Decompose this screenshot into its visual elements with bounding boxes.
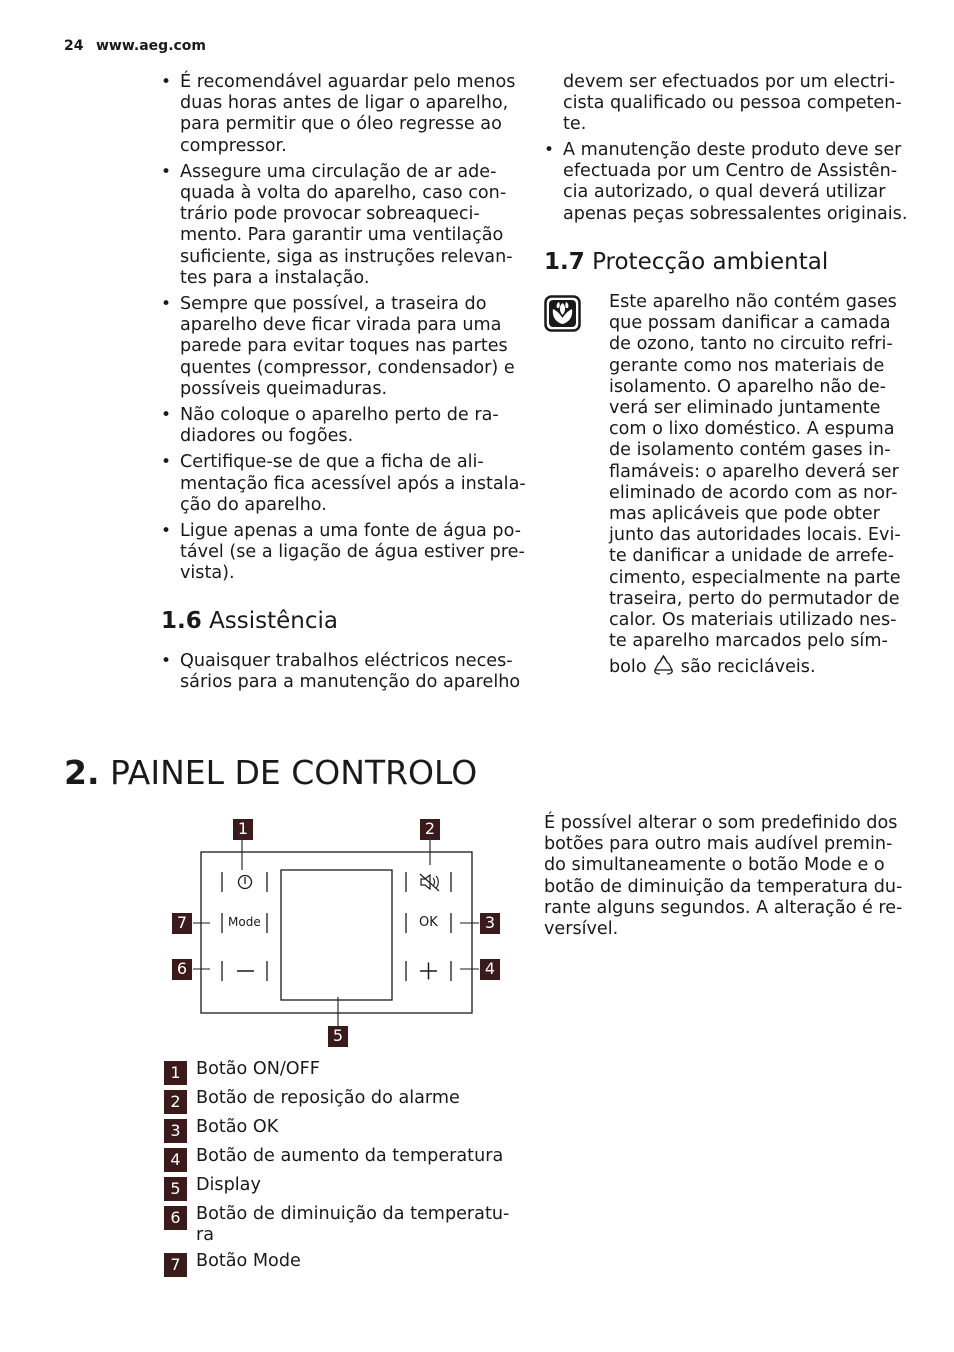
legend-label: Botão de reposição do alarme [196, 1088, 460, 1108]
list-item: • Assegure uma circulação de ar ade- quada à volta do aparelho, caso con- trário pode provocar sobreaqueci- mento. Para garantir uma ventilação suficiente, siga as instruções relevan- tes para a instalação. [161, 162, 531, 289]
legend-label: Botão Mode [196, 1251, 301, 1271]
control-panel-drawing [160, 815, 520, 1055]
control-panel-diagram [160, 815, 520, 1055]
legend-label: Display [196, 1175, 261, 1195]
legend-number: 3 [164, 1119, 187, 1143]
callout-7: 7 [172, 913, 192, 934]
legend-label: Botão ON/OFF [196, 1059, 320, 1079]
legend-number: 1 [164, 1061, 187, 1085]
list-item: • Não coloque o aparelho perto de ra- diadores ou fogões. [161, 405, 531, 447]
callout-5: 5 [328, 1026, 348, 1047]
header-url[interactable]: www.aeg.com [96, 38, 207, 54]
list-item: • Ligue apenas a uma fonte de água po- tável (se a ligação de água estiver pre- vista). [161, 521, 531, 585]
list-item: • A manutenção deste produto deve ser efectuada por um Centro de Assistên- cia autorizado, o qual deverá utilizar apenas peças sobressalentes originais. [544, 140, 914, 225]
legend-number: 7 [164, 1253, 187, 1277]
list-item: • É recomendável aguardar pelo menos duas horas antes de ligar o aparelho, para permitir que o óleo regresse ao compressor. [161, 72, 531, 157]
legend-number: 2 [164, 1090, 187, 1114]
legend-number: 4 [164, 1148, 187, 1172]
section-1-7-text: Este aparelho não contém gases que possam danificar a camada de ozono, tanto no circuito refri- gerante como nos materiais de isolamento. O aparelho não de- verá ser eliminado juntamente com o lixo doméstico. A espuma de isolamento contém gases in- flamáveis: o aparelho deverá ser eliminado de acordo com as nor- mas aplicáveis que pode obter junto das autoridades locais. Evi- te danificar a unidade de arrefe- cimento, especialmente na parte traseira, perto do permutador de calor. Os materiais utilizado nes- te aparelho marcados pelo sím- bolo são recicláveis. [609, 292, 901, 683]
callout-2: 2 [420, 819, 440, 840]
left-bullet-list [161, 72, 531, 590]
section-1-7-heading: 1.7 Protecção ambiental [544, 249, 829, 275]
callout-3: 3 [480, 913, 500, 934]
section-1-6-list [161, 651, 531, 698]
list-item: • Certifique-se de que a ficha de ali- mentação fica acessível após a instala- ção do aparelho. [161, 452, 531, 516]
callout-4: 4 [480, 959, 500, 980]
callout-6: 6 [172, 959, 192, 980]
legend-number: 6 [164, 1206, 187, 1230]
legend-label: Botão de diminuição da temperatu- ra [196, 1204, 510, 1246]
list-item: • Sempre que possível, a traseira do aparelho deve ficar virada para uma parede para evitar toques nas partes quentes (compressor, condensador) e possíveis queimaduras. [161, 294, 531, 400]
legend-label: Botão de aumento da temperatura [196, 1146, 504, 1166]
section-2-text: É possível alterar o som predefinido dos botões para outro mais audível premin- do simultaneamente o botão Mode e o botão de diminuição da temperatura du- rante alguns segundos. A alteração é re- versível. [544, 813, 903, 940]
ok-button-label: OK [419, 915, 438, 930]
callout-1: 1 [233, 819, 253, 840]
mode-button-label: Mode [228, 915, 261, 929]
page-number: 24 [64, 38, 84, 54]
list-item: • Quaisquer trabalhos eléctricos neces- sários para a manutenção do aparelho [161, 651, 531, 693]
legend-label: Botão OK [196, 1117, 279, 1137]
recycle-icon [652, 654, 675, 682]
legend-number: 5 [164, 1177, 187, 1201]
section-2-heading: 2. PAINEL DE CONTROLO [64, 753, 478, 792]
right-bullet-list [544, 140, 914, 230]
environment-icon [544, 295, 581, 332]
right-continuation-text: devem ser efectuados por um electri- cista qualificado ou pessoa competen- te. [563, 72, 902, 135]
section-1-6-heading: 1.6 Assistência [161, 608, 339, 634]
